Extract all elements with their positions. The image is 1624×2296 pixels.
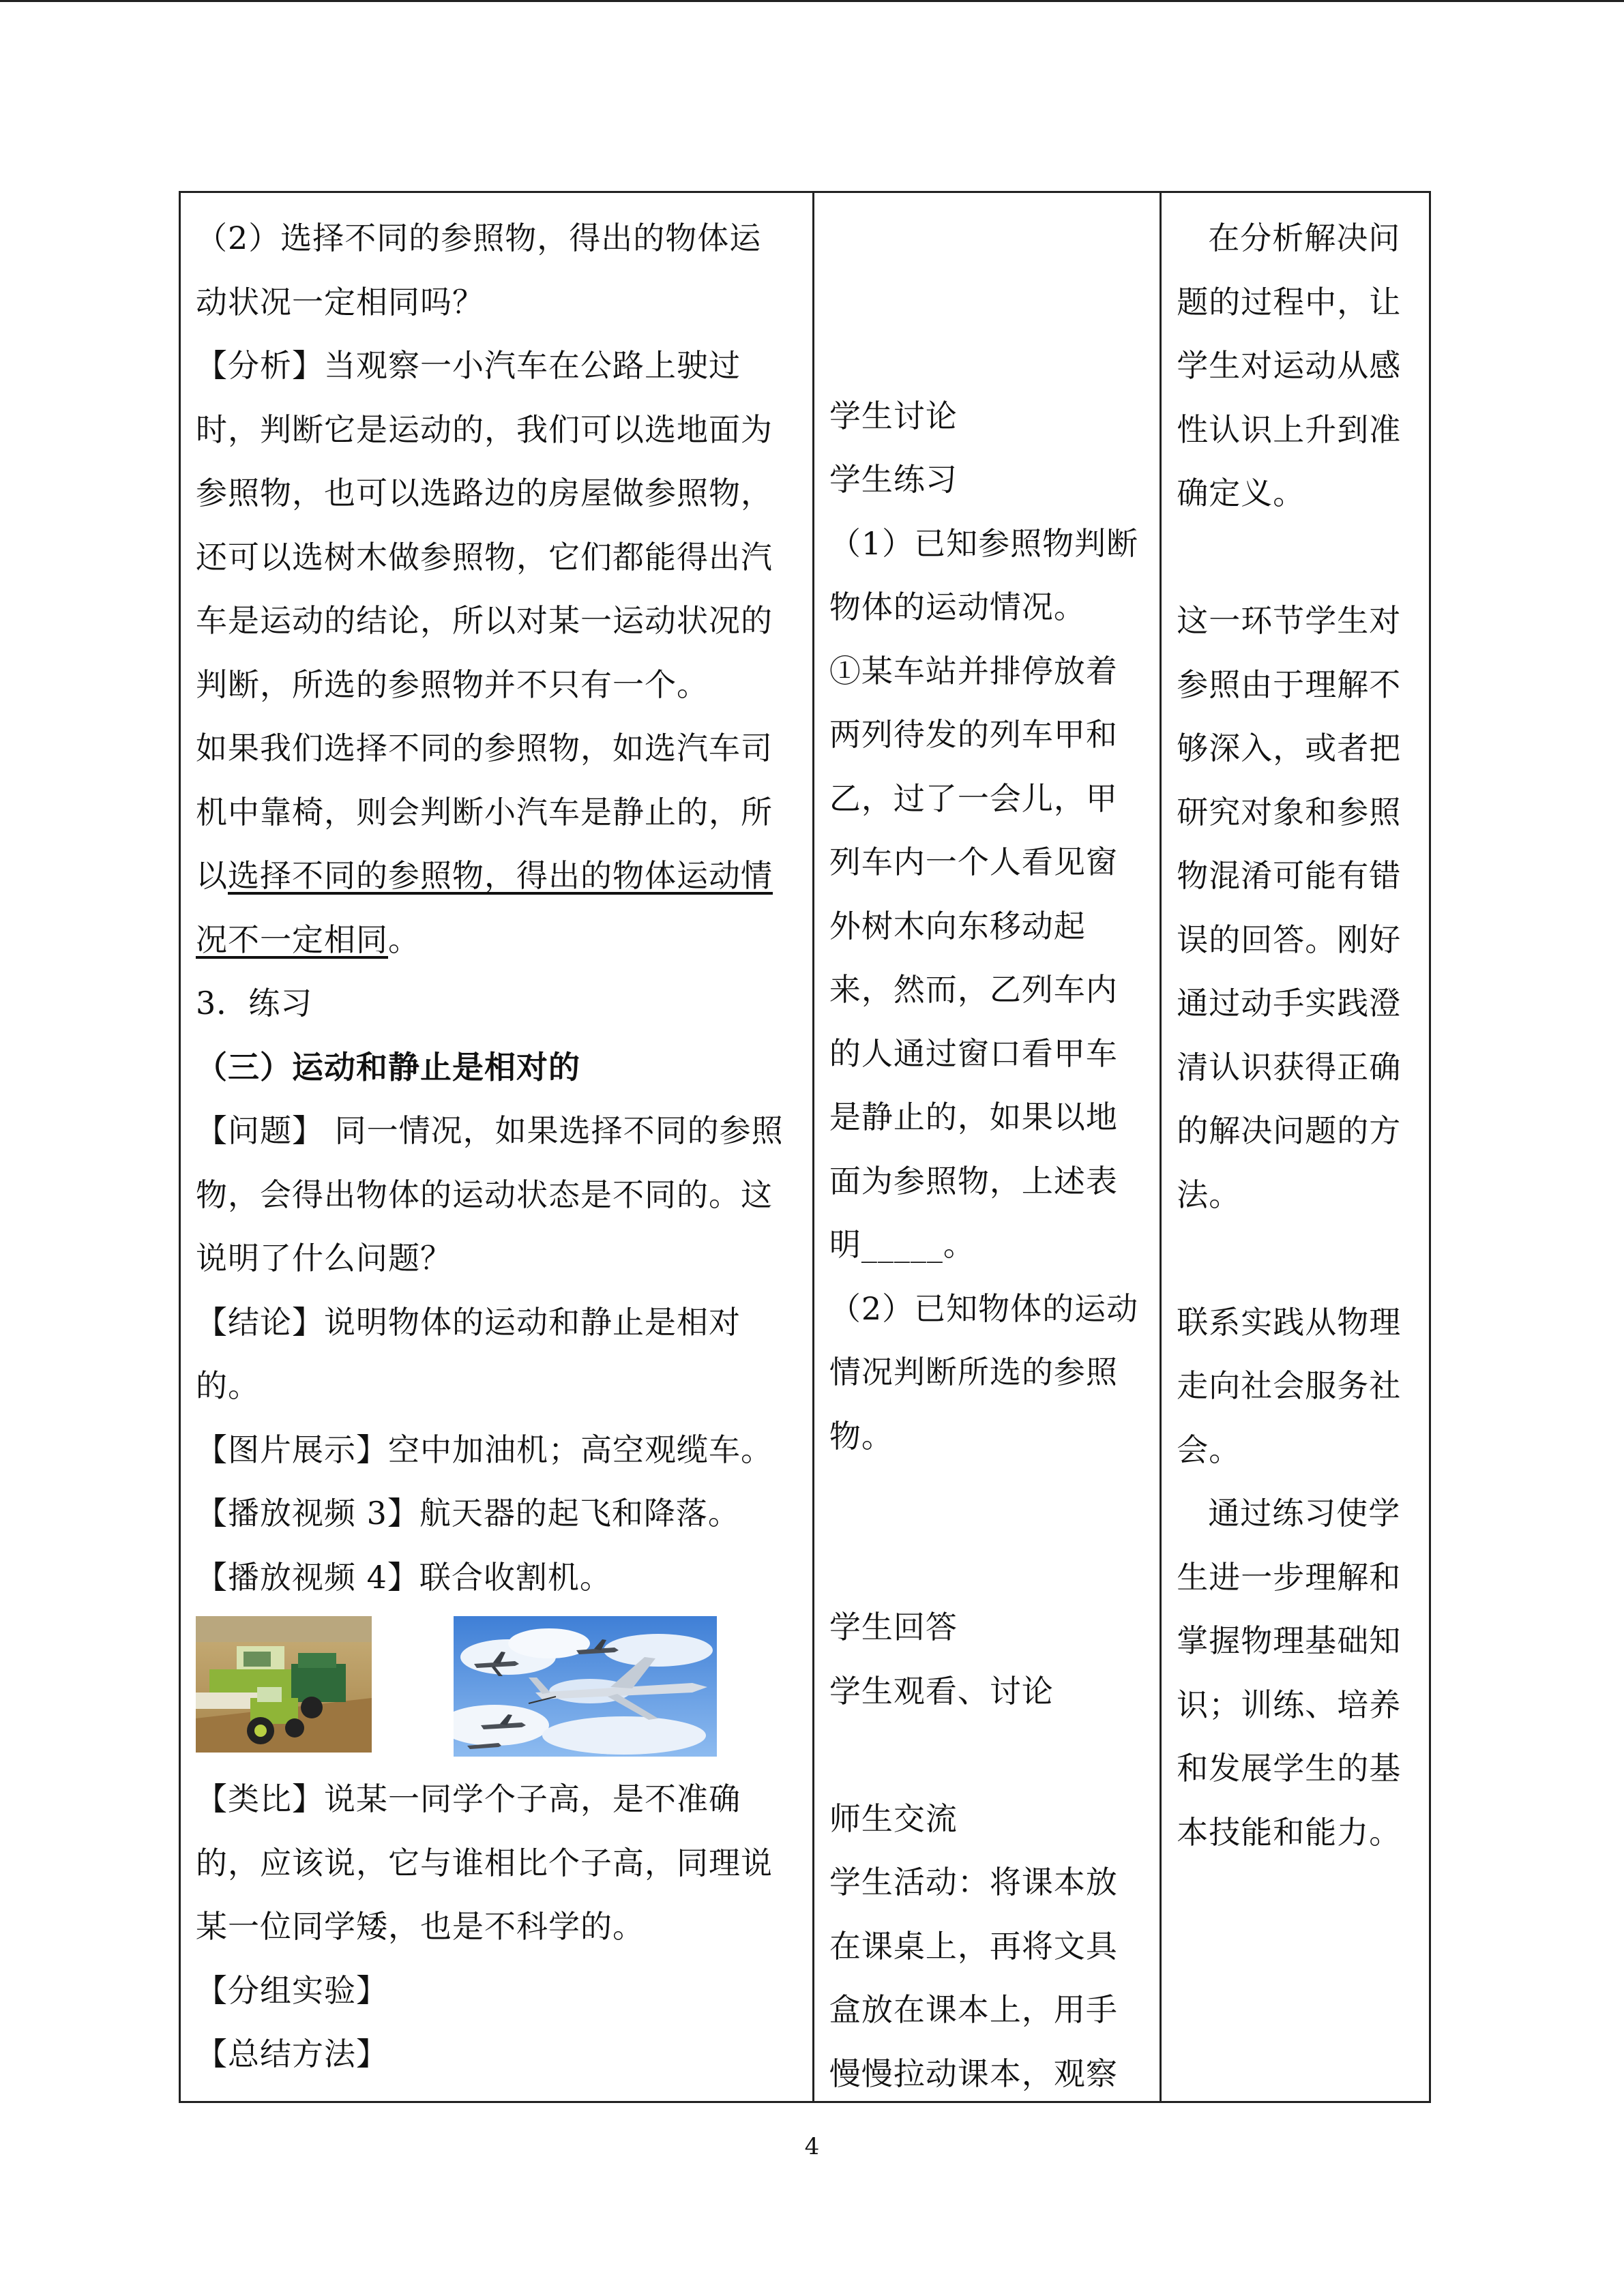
text-line [829,1723,1150,1787]
text-line: 某一位同学矮，也是不科学的。 [196,1908,645,1945]
text-line: 明_____。 [829,1226,975,1263]
text-line: 动状况一定相同吗？ [196,283,484,320]
text-line: 物，会得出物体的运动状态是不同的。这 [196,1176,773,1213]
lesson-table [179,191,1431,2103]
text-line [829,320,1150,385]
text-line: 学生对运动从感 [1177,347,1402,384]
text-line: 来，然而，乙列车内 [829,971,1118,1008]
text-line: 【类比】说某一同学个子高，是不准确 [196,1780,741,1817]
text-line: 这一环节学生对 [1177,602,1402,639]
text-line: 性认识上升到准 [1177,411,1402,448]
text-line: 生进一步理解和 [1177,1558,1402,1596]
text-line: 两列待发的列车甲和 [829,716,1118,753]
text-line: 参照由于理解不 [1177,666,1402,703]
text-line: 学生讨论 [829,397,958,434]
text-line: 说明了什么问题？ [196,1240,452,1277]
text-line: 物混淆可能有错 [1177,857,1402,894]
text-line: 本技能和能力。 [1177,1813,1402,1851]
text-line: 清认识获得正确 [1177,1048,1402,1086]
design-intent-column [1162,193,1429,2101]
page-number: 4 [804,2133,820,2160]
text-line: 情况判断所选的参照 [829,1354,1118,1390]
text-line: 走向社会服务社 [1177,1367,1402,1404]
text-line: 误的回答。刚好 [1177,921,1402,958]
underlined-conclusion: 况不一定相同 [196,921,388,958]
text-line: （2）已知物体的运动 [829,1289,1139,1327]
text-line: 列车内一个人看见窗 [829,844,1118,880]
text-line: 还可以选树木做参照物，它们都能得出汽 [196,538,773,576]
conclusion-line [196,844,803,908]
text-line: 法。 [1177,1176,1241,1213]
page-top-border [0,0,1624,2]
text-line: 【图片展示】空中加油机；高空观缆车。 [196,1431,773,1468]
text-line [1177,1227,1422,1291]
text-line: 机中靠椅，则会判断小汽车是静止的，所 [196,793,773,831]
text-line: （1）已知参照物判断 [829,524,1139,562]
text-line: 时，判断它是运动的，我们可以选地面为 [196,411,773,448]
text-line: 学生活动：将课本放 [829,1864,1118,1900]
text-line: 如果我们选择不同的参照物，如选汽车司 [196,730,773,766]
text-line: 【播放视频 3】航天器的起飞和降落。 [196,1495,740,1532]
text-line: 在课桌上，再将文具 [829,1927,1118,1965]
line-prefix: 以 [196,857,228,894]
text-line: 学生练习 [829,461,958,498]
text-line: 会。 [1177,1431,1241,1468]
text-line: 3．练习 [196,985,313,1022]
text-line: 【播放视频 4】联合收割机。 [196,1558,612,1596]
text-line: 的人通过窗口看甲车 [829,1034,1118,1072]
line-suffix: 。 [388,921,420,958]
text-line: 学生回答 [829,1609,958,1645]
text-line: （2）选择不同的参照物，得出的物体运 [196,220,762,256]
text-line: 外树木向东移动起 [829,907,1086,944]
text-line: 是静止的，如果以地 [829,1099,1118,1135]
text-line: 慢慢拉动课本，观察 [829,2055,1118,2092]
text-line: 学生观看、讨论 [829,1672,1054,1710]
text-line: 【结论】说明物体的运动和静止是相对 [196,1303,741,1341]
text-line: 在分析解决问 [1208,220,1401,256]
underlined-conclusion: 选择不同的参照物，得出的物体运动情 [228,857,773,894]
text-line [1177,526,1422,590]
text-line: 【总结方法】 [196,2036,388,2072]
text-line: 通过练习使学 [1208,1495,1401,1532]
photo-row [196,1609,803,1768]
text-line: 的，应该说，它与谁相比个子高，同理说 [196,1844,773,1881]
text-line: 够深入，或者把 [1177,730,1402,766]
text-line: 通过动手实践澄 [1177,985,1402,1022]
text-line: 识；训练、培养 [1177,1686,1402,1723]
text-line: 和发展学生的基 [1177,1750,1402,1787]
text-line: 掌握物理基础知 [1177,1622,1402,1659]
text-line: 面为参照物，上述表 [829,1162,1118,1199]
text-line [829,1468,1150,1532]
combine-harvester-photo [196,1616,372,1753]
text-line [829,257,1150,321]
student-activity-column [814,193,1162,2101]
text-line [829,1532,1150,1596]
aerial-refueling-photo [454,1616,717,1757]
text-line: 师生交流 [829,1800,958,1837]
text-line: 判断，所选的参照物并不只有一个。 [196,666,709,703]
text-line: 的解决问题的方 [1177,1112,1402,1149]
teacher-activity-column [181,193,814,2101]
text-line: 车是运动的结论，所以对某一运动状况的 [196,602,773,639]
text-line: 盒放在课本上，用手 [829,1991,1118,2028]
text-line: ①某车站并排停放着 [829,652,1118,689]
text-line: 题的过程中，让 [1177,283,1402,320]
text-line: 物体的运动情况。 [829,588,1086,625]
text-line: 物。 [829,1417,894,1455]
text-line: 【问题】 同一情况，如果选择不同的参照 [196,1112,784,1149]
text-line: 乙，过了一会儿，甲 [829,779,1118,817]
text-line: 【分组实验】 [196,1971,388,2009]
text-line: 联系实践从物理 [1177,1303,1402,1341]
text-line: 参照物，也可以选路边的房屋做参照物， [196,475,773,511]
text-line: 研究对象和参照 [1177,793,1402,831]
conclusion-line [196,908,803,972]
text-line: 确定义。 [1177,475,1305,511]
text-line [829,193,1150,257]
text-line: 【分析】当观察一小汽车在公路上驶过 [196,347,741,384]
text-line: 的。 [196,1367,260,1404]
section-heading: （三）运动和静止是相对的 [196,1048,580,1086]
